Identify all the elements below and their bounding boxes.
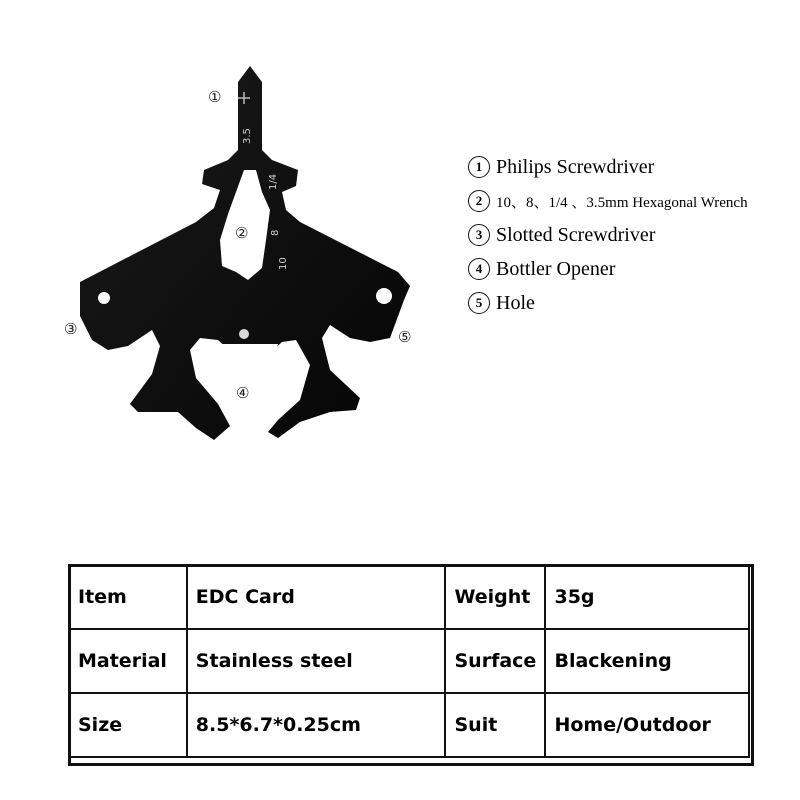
- legend-item: [468, 292, 798, 326]
- table-row: [69, 693, 749, 757]
- wrench-mark-8: 8: [270, 229, 281, 236]
- legend-text: Bottler Opener: [496, 258, 616, 280]
- spec-table: [68, 564, 750, 758]
- callout-4: ④: [236, 384, 250, 402]
- legend-text: Hole: [496, 292, 535, 314]
- callout-3: ③: [64, 320, 78, 338]
- spec-value: EDC Card: [187, 565, 446, 629]
- legend-text: 10、8、1/4 、3.5mm Hexagonal Wrench: [496, 195, 748, 211]
- legend-item: [468, 258, 798, 292]
- spec-value: Home/Outdoor: [545, 693, 749, 757]
- legend-text: Philips Screwdriver: [496, 156, 655, 178]
- spec-value: Blackening: [545, 629, 749, 693]
- hole-right: [376, 288, 392, 304]
- spec-key: Material: [69, 629, 187, 693]
- legend-number: 5: [468, 292, 490, 314]
- wrench-mark-3-5: 3.5: [242, 128, 253, 144]
- hole-left: [98, 292, 110, 304]
- spec-value: 8.5*6.7*0.25cm: [187, 693, 446, 757]
- legend-number: 3: [468, 224, 490, 246]
- spec-key: Surface: [445, 629, 545, 693]
- table-row: [69, 629, 749, 693]
- spec-key: Weight: [445, 565, 545, 629]
- spec-value: 35g: [545, 565, 749, 629]
- spec-value: Stainless steel: [187, 629, 446, 693]
- legend-item: [468, 224, 798, 258]
- legend-item: [468, 156, 798, 190]
- legend-number: 2: [468, 190, 490, 212]
- wrench-mark-1-4: 1/4: [268, 173, 279, 190]
- spec-key: Suit: [445, 693, 545, 757]
- spec-key: Item: [69, 565, 187, 629]
- callout-5: ⑤: [398, 328, 412, 346]
- wrench-mark-10: 10: [278, 257, 289, 270]
- feature-legend: [468, 156, 798, 326]
- legend-item: [468, 190, 798, 224]
- legend-number: 4: [468, 258, 490, 280]
- callout-2: ②: [235, 224, 249, 242]
- table-row: [69, 565, 749, 629]
- legend-text: Slotted Screwdriver: [496, 224, 656, 246]
- hole-center: [239, 329, 249, 339]
- legend-number: 1: [468, 156, 490, 178]
- callout-1: ①: [208, 88, 222, 106]
- spec-key: Size: [69, 693, 187, 757]
- bottle-opener-notch: [222, 344, 278, 368]
